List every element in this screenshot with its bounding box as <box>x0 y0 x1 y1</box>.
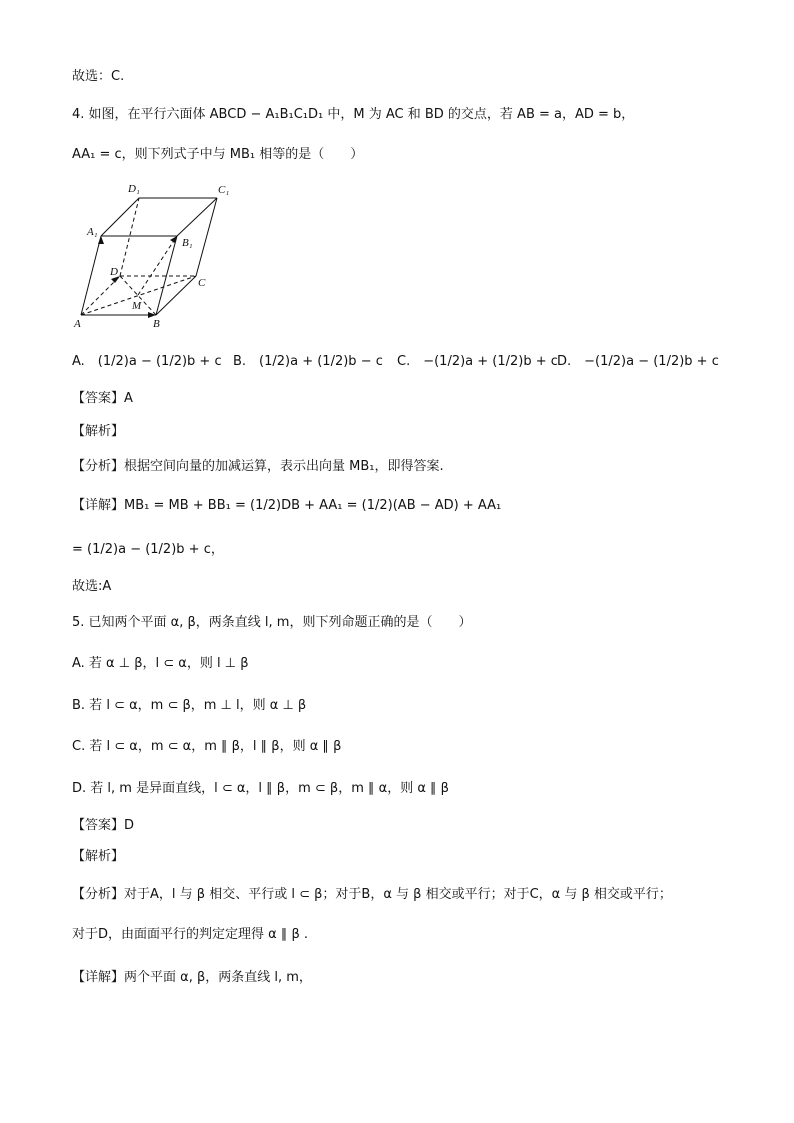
q4-fenxi: 【分析】根据空间向量的加减运算，表示出向量 MB₁，即得答案. <box>72 459 444 474</box>
q4-stem-line2: AA₁ = c，则下列式子中与 MB₁ 相等的是（ ） <box>72 147 364 162</box>
q5-analysis-tag: 【解析】 <box>72 849 125 864</box>
label-M: M <box>132 300 142 312</box>
q5-xiangjie: 【详解】两个平面 α, β，两条直线 l, m， <box>72 970 312 985</box>
q4-answer: 【答案】A <box>72 391 133 406</box>
label-B: B <box>153 318 160 330</box>
label-C: C <box>198 277 206 289</box>
q4-stem-line1: 4. 如图，在平行六面体 ABCD − A₁B₁C₁D₁ 中，M 为 AC 和 BD 的交点，若 AB = a，AD = b， <box>72 107 635 122</box>
parallelepiped-figure <box>70 178 230 336</box>
q5-option-b: B. 若 l ⊂ α，m ⊂ β，m ⊥ l，则 α ⊥ β <box>72 698 307 713</box>
q4-analysis-tag: 【解析】 <box>72 424 125 439</box>
label-D: D <box>110 266 118 278</box>
label-B1: B₁ <box>182 237 193 249</box>
q4-option-a: A. (1/2)a − (1/2)b + c <box>72 354 222 369</box>
q3-conclusion: 故选：C. <box>72 69 125 84</box>
q4-option-b: B. (1/2)a + (1/2)b − c <box>233 354 383 369</box>
label-D1: D₁ <box>128 183 140 195</box>
q4-option-c: C. −(1/2)a + (1/2)b + c <box>397 354 558 369</box>
q4-xiangjie-line1: 【详解】MB₁ = MB + BB₁ = (1/2)DB + AA₁ = (1/2)(AB − AD) + AA₁ <box>72 498 502 513</box>
q5-option-d: D. 若 l, m 是异面直线，l ⊂ α，l ∥ β，m ⊂ β，m ∥ α，则 α ∥ β <box>72 781 449 796</box>
label-A: A <box>74 318 81 330</box>
q5-stem: 5. 已知两个平面 α, β，两条直线 l, m，则下列命题正确的是（ ） <box>72 615 472 630</box>
q4-xiangjie-line2: = (1/2)a − (1/2)b + c， <box>72 542 224 557</box>
q5-fenxi-line2: 对于D，由面面平行的判定定理得 α ∥ β . <box>72 927 309 942</box>
q4-option-d: D. −(1/2)a − (1/2)b + c <box>557 354 719 369</box>
label-C1: C₁ <box>218 184 230 196</box>
q5-option-c: C. 若 l ⊂ α，m ⊂ α，m ∥ β，l ∥ β，则 α ∥ β <box>72 739 342 754</box>
q4-end: 故选:A <box>72 579 112 594</box>
label-A1: A₁ <box>87 226 98 238</box>
q5-fenxi-line1: 【分析】对于A，l 与 β 相交、平行或 l ⊂ β；对于B，α 与 β 相交或平行；对于C，α 与 β 相交或平行； <box>72 887 672 902</box>
q5-answer: 【答案】D <box>72 818 135 833</box>
q5-option-a: A. 若 α ⊥ β，l ⊂ α，则 l ⊥ β <box>72 656 249 671</box>
